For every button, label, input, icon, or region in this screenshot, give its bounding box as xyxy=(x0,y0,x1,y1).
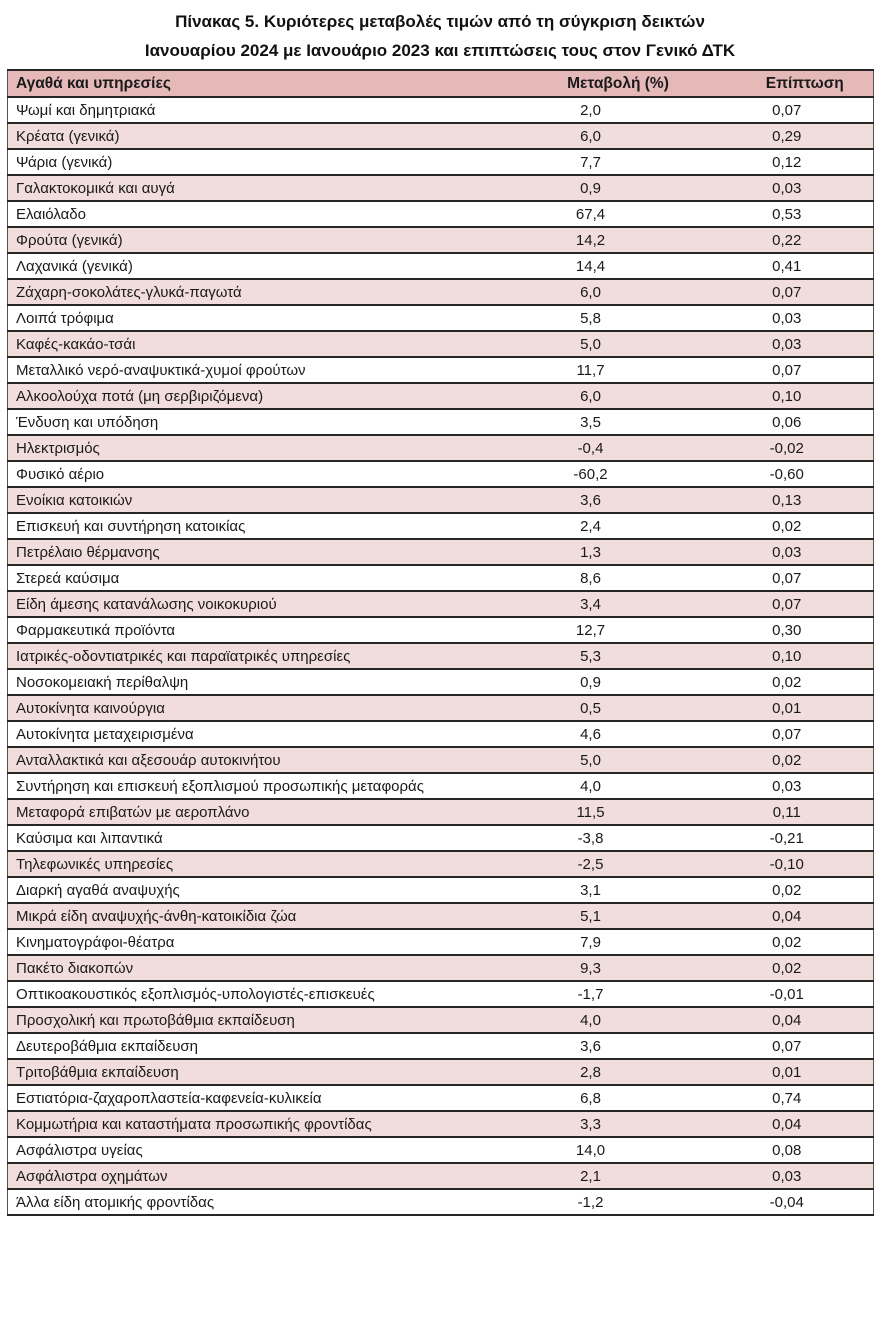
change-value: 3,4 xyxy=(481,591,701,617)
change-value: 3,3 xyxy=(481,1111,701,1137)
impact-value: 0,08 xyxy=(701,1137,874,1163)
impact-value: 0,02 xyxy=(701,513,874,539)
table-body xyxy=(8,97,874,1215)
impact-value: -0,01 xyxy=(701,981,874,1007)
table-title xyxy=(0,0,880,65)
change-value: 0,9 xyxy=(481,669,701,695)
table-row xyxy=(8,123,874,149)
item-label: Κρέατα (γενικά) xyxy=(8,123,481,149)
impact-value: 0,12 xyxy=(701,149,874,175)
impact-value: -0,60 xyxy=(701,461,874,487)
table-row xyxy=(8,539,874,565)
impact-value: -0,02 xyxy=(701,435,874,461)
item-label: Φυσικό αέριο xyxy=(8,461,481,487)
impact-value: 0,04 xyxy=(701,903,874,929)
table-row xyxy=(8,929,874,955)
table-row xyxy=(8,773,874,799)
change-value: 8,6 xyxy=(481,565,701,591)
item-label: Λοιπά τρόφιμα xyxy=(8,305,481,331)
item-label: Κομμωτήρια και καταστήματα προσωπικής φροντίδας xyxy=(8,1111,481,1137)
table-row xyxy=(8,1111,874,1137)
table-header-row xyxy=(8,70,874,97)
item-label: Τηλεφωνικές υπηρεσίες xyxy=(8,851,481,877)
change-value: 4,0 xyxy=(481,773,701,799)
table-row xyxy=(8,435,874,461)
item-label: Καύσιμα και λιπαντικά xyxy=(8,825,481,851)
impact-value: 0,41 xyxy=(701,253,874,279)
impact-value: -0,10 xyxy=(701,851,874,877)
item-label: Αλκοολούχα ποτά (μη σερβιριζόμενα) xyxy=(8,383,481,409)
item-label: Πακέτο διακοπών xyxy=(8,955,481,981)
item-label: Πετρέλαιο θέρμανσης xyxy=(8,539,481,565)
change-value: 4,0 xyxy=(481,1007,701,1033)
table-row xyxy=(8,981,874,1007)
table-row xyxy=(8,643,874,669)
impact-value: 0,07 xyxy=(701,279,874,305)
change-value: 2,1 xyxy=(481,1163,701,1189)
change-value: 5,0 xyxy=(481,747,701,773)
change-value: 5,0 xyxy=(481,331,701,357)
table-row xyxy=(8,851,874,877)
item-label: Μικρά είδη αναψυχής-άνθη-κατοικίδια ζώα xyxy=(8,903,481,929)
item-label: Μεταλλικό νερό-αναψυκτικά-χυμοί φρούτων xyxy=(8,357,481,383)
change-value: 14,2 xyxy=(481,227,701,253)
table-row xyxy=(8,799,874,825)
table-row xyxy=(8,825,874,851)
table-row xyxy=(8,513,874,539)
change-value: 0,9 xyxy=(481,175,701,201)
impact-value: 0,03 xyxy=(701,331,874,357)
impact-value: 0,22 xyxy=(701,227,874,253)
impact-value: 0,06 xyxy=(701,409,874,435)
item-label: Εστιατόρια-ζαχαροπλαστεία-καφενεία-κυλικεία xyxy=(8,1085,481,1111)
item-label: Ψωμί και δημητριακά xyxy=(8,97,481,123)
impact-value: 0,53 xyxy=(701,201,874,227)
impact-value: 0,02 xyxy=(701,669,874,695)
table-row xyxy=(8,955,874,981)
item-label: Διαρκή αγαθά αναψυχής xyxy=(8,877,481,903)
table-row xyxy=(8,253,874,279)
change-value: 6,0 xyxy=(481,279,701,305)
item-label: Ζάχαρη-σοκολάτες-γλυκά-παγωτά xyxy=(8,279,481,305)
table-row xyxy=(8,149,874,175)
change-value: 3,1 xyxy=(481,877,701,903)
table-row xyxy=(8,903,874,929)
column-header-impact: Επίπτωση xyxy=(701,70,874,97)
table-row xyxy=(8,1007,874,1033)
item-label: Οπτικοακουστικός εξοπλισμός-υπολογιστές-επισκευές xyxy=(8,981,481,1007)
change-value: 14,4 xyxy=(481,253,701,279)
change-value: 11,5 xyxy=(481,799,701,825)
table-row xyxy=(8,1085,874,1111)
table-row xyxy=(8,1059,874,1085)
change-value: -3,8 xyxy=(481,825,701,851)
change-value: 2,4 xyxy=(481,513,701,539)
item-label: Ανταλλακτικά και αξεσουάρ αυτοκινήτου xyxy=(8,747,481,773)
impact-value: 0,02 xyxy=(701,929,874,955)
item-label: Αυτοκίνητα καινούργια xyxy=(8,695,481,721)
impact-value: 0,04 xyxy=(701,1111,874,1137)
change-value: -2,5 xyxy=(481,851,701,877)
impact-value: 0,03 xyxy=(701,539,874,565)
table-row xyxy=(8,279,874,305)
change-value: 4,6 xyxy=(481,721,701,747)
item-label: Μεταφορά επιβατών με αεροπλάνο xyxy=(8,799,481,825)
item-label: Είδη άμεσης κατανάλωσης νοικοκυριού xyxy=(8,591,481,617)
change-value: 5,3 xyxy=(481,643,701,669)
change-value: 12,7 xyxy=(481,617,701,643)
price-changes-table xyxy=(7,69,874,1216)
table-row xyxy=(8,565,874,591)
item-label: Ένδυση και υπόδηση xyxy=(8,409,481,435)
item-label: Νοσοκομειακή περίθαλψη xyxy=(8,669,481,695)
item-label: Στερεά καύσιμα xyxy=(8,565,481,591)
change-value: 2,0 xyxy=(481,97,701,123)
item-label: Προσχολική και πρωτοβάθμια εκπαίδευση xyxy=(8,1007,481,1033)
change-value: -1,7 xyxy=(481,981,701,1007)
item-label: Δευτεροβάθμια εκπαίδευση xyxy=(8,1033,481,1059)
impact-value: 0,07 xyxy=(701,357,874,383)
impact-value: -0,21 xyxy=(701,825,874,851)
column-header-change-percent: Μεταβολή (%) xyxy=(481,70,701,97)
item-label: Τριτοβάθμια εκπαίδευση xyxy=(8,1059,481,1085)
impact-value: 0,10 xyxy=(701,643,874,669)
item-label: Ελαιόλαδο xyxy=(8,201,481,227)
item-label: Κινηματογράφοι-θέατρα xyxy=(8,929,481,955)
table-row xyxy=(8,175,874,201)
impact-value: 0,29 xyxy=(701,123,874,149)
impact-value: 0,07 xyxy=(701,97,874,123)
change-value: 5,8 xyxy=(481,305,701,331)
item-label: Γαλακτοκομικά και αυγά xyxy=(8,175,481,201)
item-label: Συντήρηση και επισκευή εξοπλισμού προσωπικής μεταφοράς xyxy=(8,773,481,799)
impact-value: 0,02 xyxy=(701,955,874,981)
impact-value: 0,07 xyxy=(701,565,874,591)
item-label: Ιατρικές-οδοντιατρικές και παραϊατρικές υπηρεσίες xyxy=(8,643,481,669)
item-label: Φρούτα (γενικά) xyxy=(8,227,481,253)
change-value: 1,3 xyxy=(481,539,701,565)
change-value: 5,1 xyxy=(481,903,701,929)
impact-value: 0,07 xyxy=(701,591,874,617)
impact-value: 0,04 xyxy=(701,1007,874,1033)
table-row xyxy=(8,1163,874,1189)
impact-value: 0,30 xyxy=(701,617,874,643)
change-value: -0,4 xyxy=(481,435,701,461)
change-value: 3,6 xyxy=(481,487,701,513)
table-row xyxy=(8,357,874,383)
change-value: 7,9 xyxy=(481,929,701,955)
item-label: Επισκευή και συντήρηση κατοικίας xyxy=(8,513,481,539)
table-row xyxy=(8,669,874,695)
impact-value: 0,07 xyxy=(701,1033,874,1059)
impact-value: 0,13 xyxy=(701,487,874,513)
table-row xyxy=(8,695,874,721)
table-row xyxy=(8,331,874,357)
change-value: 0,5 xyxy=(481,695,701,721)
change-value: 14,0 xyxy=(481,1137,701,1163)
item-label: Φαρμακευτικά προϊόντα xyxy=(8,617,481,643)
change-value: -60,2 xyxy=(481,461,701,487)
change-value: 2,8 xyxy=(481,1059,701,1085)
item-label: Ασφάλιστρα υγείας xyxy=(8,1137,481,1163)
table-row xyxy=(8,409,874,435)
change-value: 7,7 xyxy=(481,149,701,175)
item-label: Λαχανικά (γενικά) xyxy=(8,253,481,279)
item-label: Ηλεκτρισμός xyxy=(8,435,481,461)
table-row xyxy=(8,721,874,747)
table-row xyxy=(8,1033,874,1059)
impact-value: 0,03 xyxy=(701,305,874,331)
table-row xyxy=(8,383,874,409)
impact-value: 0,07 xyxy=(701,721,874,747)
impact-value: 0,11 xyxy=(701,799,874,825)
impact-value: -0,04 xyxy=(701,1189,874,1215)
table-row xyxy=(8,461,874,487)
table-row xyxy=(8,487,874,513)
change-value: -1,2 xyxy=(481,1189,701,1215)
table-title-line-1: Πίνακας 5. Κυριότερες μεταβολές τιμών από τη σύγκριση δεικτών xyxy=(175,12,705,31)
table-row xyxy=(8,1137,874,1163)
table-row xyxy=(8,617,874,643)
column-header-goods-and-services: Αγαθά και υπηρεσίες xyxy=(8,70,481,97)
impact-value: 0,03 xyxy=(701,175,874,201)
impact-value: 0,03 xyxy=(701,773,874,799)
impact-value: 0,03 xyxy=(701,1163,874,1189)
table-row xyxy=(8,305,874,331)
change-value: 67,4 xyxy=(481,201,701,227)
impact-value: 0,01 xyxy=(701,695,874,721)
change-value: 6,0 xyxy=(481,383,701,409)
change-value: 6,8 xyxy=(481,1085,701,1111)
item-label: Ασφάλιστρα οχημάτων xyxy=(8,1163,481,1189)
impact-value: 0,02 xyxy=(701,877,874,903)
change-value: 3,6 xyxy=(481,1033,701,1059)
impact-value: 0,02 xyxy=(701,747,874,773)
item-label: Ψάρια (γενικά) xyxy=(8,149,481,175)
table-row xyxy=(8,877,874,903)
item-label: Καφές-κακάο-τσάι xyxy=(8,331,481,357)
item-label: Αυτοκίνητα μεταχειρισμένα xyxy=(8,721,481,747)
change-value: 9,3 xyxy=(481,955,701,981)
table-row xyxy=(8,227,874,253)
impact-value: 0,10 xyxy=(701,383,874,409)
change-value: 11,7 xyxy=(481,357,701,383)
change-value: 6,0 xyxy=(481,123,701,149)
impact-value: 0,74 xyxy=(701,1085,874,1111)
item-label: Ενοίκια κατοικιών xyxy=(8,487,481,513)
table-row xyxy=(8,201,874,227)
change-value: 3,5 xyxy=(481,409,701,435)
table-row xyxy=(8,97,874,123)
item-label: Άλλα είδη ατομικής φροντίδας xyxy=(8,1189,481,1215)
table-row xyxy=(8,1189,874,1215)
table-row xyxy=(8,591,874,617)
impact-value: 0,01 xyxy=(701,1059,874,1085)
table-row xyxy=(8,747,874,773)
table-title-line-2: Ιανουαρίου 2024 με Ιανουάριο 2023 και επιπτώσεις τους στον Γενικό ΔΤΚ xyxy=(144,41,736,60)
